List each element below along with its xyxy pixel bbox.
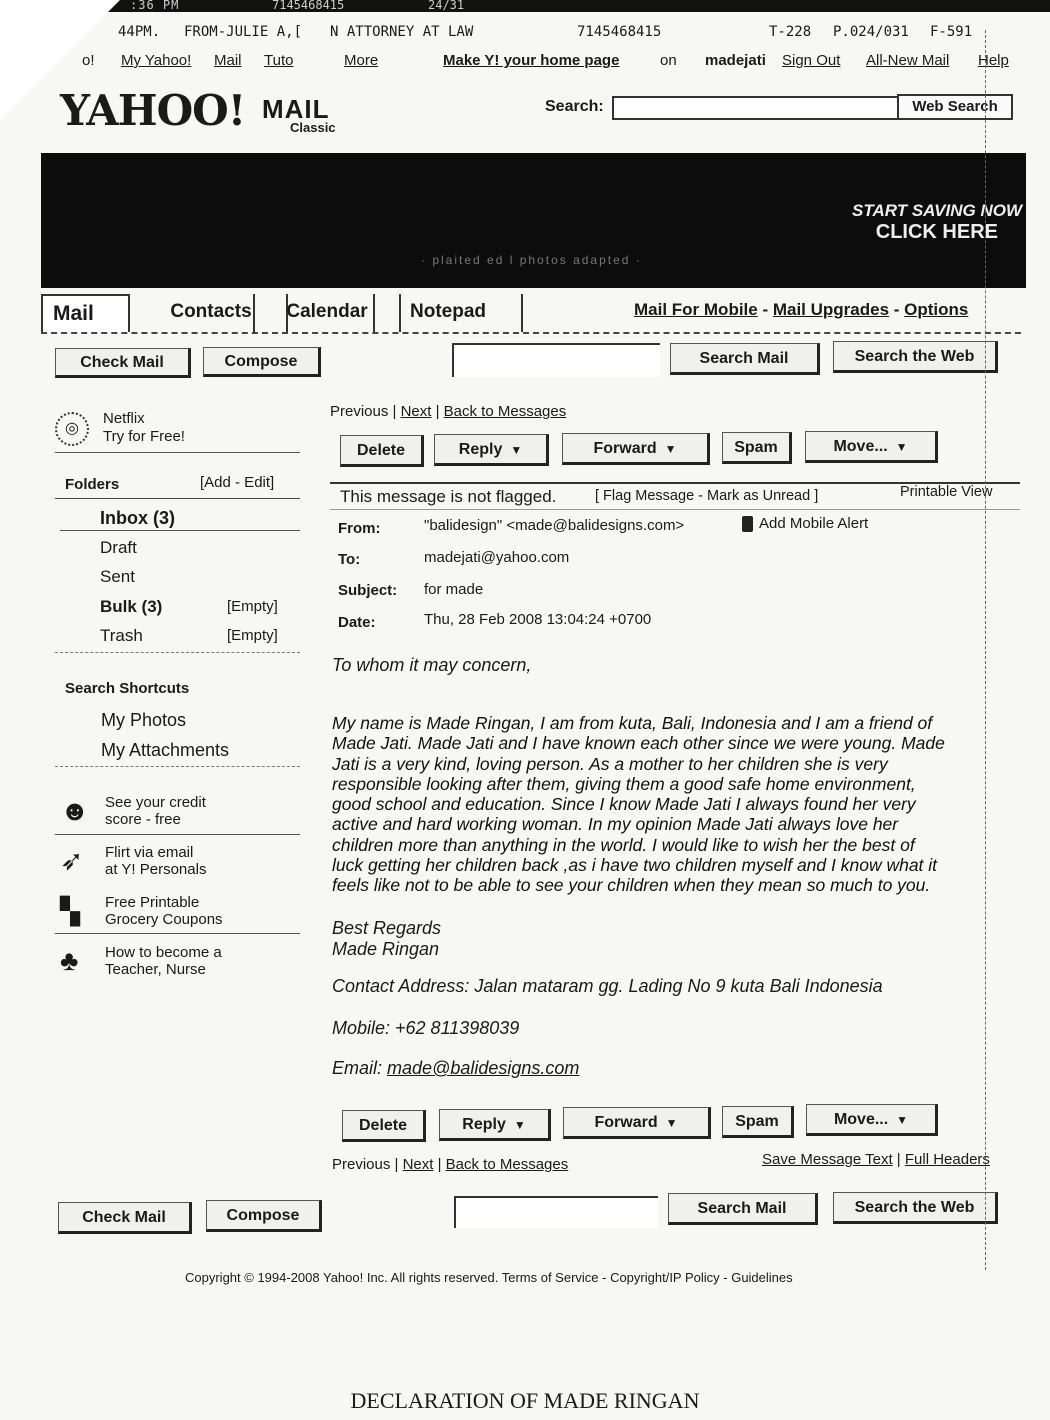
chevron-down-icon: ▼ — [510, 443, 523, 457]
declaration-caption: DECLARATION OF MADE RINGAN — [350, 1388, 700, 1413]
flag-bar — [330, 482, 1020, 510]
search-shortcuts-panel — [55, 676, 305, 766]
full-headers-link[interactable]: Full Headers — [904, 1151, 990, 1168]
promo-credit-line1: See your credit — [105, 794, 206, 811]
move-button[interactable] — [805, 431, 938, 463]
body-line: Jati is a very kind, loving person. As a mother to her children she is very — [332, 753, 888, 774]
mail-for-mobile-link[interactable]: Mail For Mobile — [634, 300, 758, 319]
check-mail-button[interactable]: Check Mail — [55, 348, 191, 378]
netflix-promo[interactable] — [55, 408, 305, 458]
message-nav-bottom — [332, 1156, 568, 1173]
logo-classic: Classic — [290, 120, 336, 135]
promo-coupons[interactable] — [105, 894, 223, 928]
chevron-down-icon: ▼ — [513, 1118, 526, 1132]
promo-coupons-line1: Free Printable — [105, 894, 200, 911]
shortcut-my-attachments[interactable]: My Attachments — [101, 740, 230, 760]
save-message-text-link[interactable]: Save Message Text — [762, 1151, 893, 1168]
spam-button[interactable]: Spam — [722, 432, 792, 464]
reply-label: Reply — [462, 1116, 506, 1133]
fax-office: N ATTORNEY AT LAW — [330, 24, 474, 40]
divider — [60, 530, 300, 531]
fax-top-number: 7145468415 — [272, 0, 345, 12]
netflix-subtitle: Try for Free! — [103, 428, 185, 445]
printable-view-link[interactable]: Printable View — [900, 484, 993, 500]
divider — [55, 652, 300, 653]
forward-label: Forward — [594, 1114, 658, 1131]
web-search-button[interactable]: Web Search — [897, 94, 1013, 120]
credit-score-icon: ☻ — [60, 795, 90, 826]
promo-credit-score[interactable] — [105, 794, 206, 828]
email-label: Email: — [332, 1058, 388, 1078]
fax-top-time: :36 PM — [130, 0, 180, 12]
forward-button-bottom[interactable] — [563, 1107, 711, 1139]
fax-fcode: F-591 — [930, 24, 973, 40]
body-line: good school and education. Since I know Made Jati I always found her very — [332, 794, 916, 815]
promo-personals[interactable] — [105, 844, 206, 878]
yahoo-top-nav — [0, 52, 1050, 74]
tab-calendar[interactable]: Calendar — [253, 294, 401, 332]
copyright-footer: Copyright © 1994-2008 Yahoo! Inc. All rights reserved. Terms of Service - Copyright/IP Policy - Guidelines — [185, 1270, 793, 1285]
banner-headline: START SAVING NOW — [852, 201, 1022, 220]
sign-out-link[interactable]: Sign Out — [782, 52, 841, 69]
tab-notepad[interactable]: Notepad — [373, 294, 523, 332]
empty-trash-link[interactable]: [Empty] — [227, 627, 278, 644]
tab-contacts[interactable]: Contacts — [136, 294, 288, 332]
subject-label: Subject: — [338, 582, 398, 599]
add-mobile-alert-link[interactable]: Add Mobile Alert — [759, 515, 869, 532]
body-greeting: To whom it may concern, — [332, 655, 532, 675]
tab-links — [634, 300, 968, 320]
all-new-mail-link[interactable]: All-New Mail — [866, 52, 950, 69]
fax-from: FROM-JULIE A,[ — [184, 24, 303, 40]
tuto-link[interactable]: Tuto — [264, 52, 294, 69]
chevron-down-icon: ▼ — [664, 442, 677, 456]
date-label: Date: — [338, 614, 376, 631]
mail-search-input-bottom[interactable] — [454, 1196, 658, 1228]
banner-cta[interactable]: CLICK HERE — [875, 221, 998, 243]
ad-banner[interactable] — [41, 153, 1026, 288]
yahoo-logo[interactable]: YAHOO! — [60, 86, 246, 135]
body-line: My name is Made Ringan, I am from kuta, Bali, Indonesia and I am a friend of — [332, 713, 933, 733]
previous-link[interactable]: Previous — [330, 403, 389, 420]
tab-links-sep-1: - — [757, 300, 773, 319]
username: madejati — [705, 52, 766, 69]
previous-link-bottom[interactable]: Previous — [332, 1156, 391, 1173]
flag-status: This message is not flagged. — [340, 487, 557, 506]
folder-sent[interactable]: Sent — [100, 567, 135, 586]
nav-sep: | — [431, 403, 444, 420]
from-label: From: — [338, 520, 381, 537]
mobile-phone-icon — [742, 516, 753, 532]
body-regards: Best Regards — [332, 918, 442, 938]
divider — [55, 766, 300, 767]
mail-search-input[interactable] — [452, 343, 660, 377]
forward-label: Forward — [593, 440, 657, 457]
body-email-line — [332, 1058, 579, 1079]
nav-sep: | — [390, 1156, 403, 1173]
search-mail-button-bottom[interactable]: Search Mail — [668, 1193, 818, 1225]
reply-button[interactable] — [434, 434, 549, 466]
folders-heading: Folders — [65, 476, 120, 493]
tab-mail[interactable]: Mail — [41, 294, 130, 332]
chevron-down-icon: ▼ — [895, 440, 908, 454]
compose-button-bottom[interactable]: Compose — [206, 1200, 322, 1232]
web-search-input[interactable] — [612, 96, 897, 120]
divider — [55, 834, 300, 835]
back-to-messages-link[interactable]: Back to Messages — [443, 403, 567, 420]
nav-sep: | — [388, 403, 401, 420]
promo-flirt-line2: at Y! Personals — [105, 861, 207, 878]
next-link[interactable]: Next — [400, 403, 432, 420]
message-text-links — [762, 1151, 990, 1168]
body-mobile: Mobile: +62 811398039 — [332, 1018, 520, 1038]
teacher-icon: ♣ — [60, 945, 79, 976]
homepage-link[interactable]: Make Y! your home page — [443, 52, 620, 69]
shortcut-my-photos[interactable]: My Photos — [101, 710, 187, 730]
mail-upgrades-link[interactable]: Mail Upgrades — [772, 300, 890, 319]
add-edit-folders-link[interactable]: [Add - Edit] — [200, 474, 275, 491]
fax-header — [0, 24, 1050, 46]
move-button-bottom[interactable] — [806, 1104, 938, 1136]
body-line: feels like not to be able to see your children when they mean so much to you. — [332, 875, 931, 896]
message-nav-top — [330, 403, 566, 420]
disc-icon: ◎ — [55, 412, 89, 446]
promo-teacher[interactable] — [105, 944, 222, 978]
body-line: luck getting her children back ,as i have two children myself and I know what it — [332, 855, 938, 876]
netflix-title: Netflix — [103, 410, 145, 427]
links-sep: | — [892, 1151, 905, 1168]
check-mail-button-bottom[interactable]: Check Mail — [58, 1202, 192, 1234]
search-shortcuts-heading: Search Shortcuts — [65, 680, 190, 697]
folder-bulk[interactable]: Bulk (3) — [100, 597, 163, 616]
help-link[interactable]: Help — [978, 52, 1009, 69]
move-label: Move... — [833, 1111, 889, 1128]
tab-links-sep-2: - — [889, 300, 905, 319]
tabs-underline — [41, 332, 1021, 334]
delete-button-bottom[interactable]: Delete — [342, 1110, 426, 1142]
compose-button[interactable]: Compose — [203, 347, 321, 377]
body-line: Made Jati. Made Jati and I have known each other since we were young. Made — [332, 733, 945, 754]
fax-top-strip — [0, 0, 1050, 12]
folder-draft[interactable]: Draft — [100, 538, 137, 557]
spam-button-bottom[interactable]: Spam — [722, 1106, 794, 1138]
body-line: active and hard working woman. In my opinion Made Jati always love her — [332, 814, 899, 835]
coupon-icon: ▚ — [60, 896, 80, 926]
divider — [55, 452, 300, 453]
folder-trash[interactable]: Trash — [100, 626, 143, 645]
body-paragraph — [332, 713, 1022, 896]
topnav-on: on — [660, 52, 677, 69]
folders-panel — [55, 470, 305, 660]
reply-label: Reply — [458, 441, 503, 458]
chevron-down-icon: ▼ — [896, 1113, 909, 1127]
promo-teacher-line1: How to become a — [105, 944, 222, 961]
yahoo-link-fragment[interactable]: o! — [82, 52, 95, 69]
fax-top-page: 24/31 — [428, 0, 465, 12]
delete-button[interactable]: Delete — [340, 435, 424, 467]
from-value: "balidesign" <made@balidesigns.com> — [424, 517, 685, 534]
promo-credit-line2: score - free — [105, 811, 181, 828]
search-mail-button[interactable]: Search Mail — [670, 343, 820, 375]
fax-tcode: T-228 — [769, 24, 812, 40]
promo-teacher-line2: Teacher, Nurse — [105, 961, 206, 978]
mail-link[interactable]: Mail — [214, 52, 242, 69]
search-web-button-bottom[interactable]: Search the Web — [833, 1192, 998, 1224]
fax-scan-line — [985, 30, 986, 1270]
reply-button-bottom[interactable] — [439, 1109, 551, 1141]
my-yahoo-link[interactable]: My Yahoo! — [121, 52, 192, 69]
next-link-bottom[interactable]: Next — [402, 1156, 434, 1173]
chevron-down-icon: ▼ — [665, 1116, 678, 1130]
fax-page: P.024/031 — [833, 24, 909, 40]
to-value: madejati@yahoo.com — [424, 549, 570, 566]
cupid-icon: ➶ — [60, 845, 84, 876]
flag-message-links[interactable]: [ Flag Message - Mark as Unread ] — [595, 488, 819, 504]
logo-mail: MAIL — [262, 94, 330, 124]
date-value: Thu, 28 Feb 2008 13:04:24 +0700 — [424, 611, 652, 628]
options-link[interactable]: Options — [904, 300, 969, 319]
body-line: children more than anything in the world. I would like to wish her the best of — [332, 834, 915, 855]
body-line: responsible looking after them, giving them a good safe home environment, — [332, 773, 916, 794]
move-label: Move... — [833, 438, 888, 455]
promo-flirt-line1: Flirt via email — [105, 844, 194, 861]
to-label: To: — [338, 551, 361, 568]
fax-time: 44PM. — [118, 24, 161, 40]
empty-bulk-link[interactable]: [Empty] — [227, 598, 278, 615]
divider — [55, 933, 300, 934]
search-web-button[interactable]: Search the Web — [833, 341, 998, 373]
body-signature-name: Made Ringan — [332, 939, 440, 959]
promo-coupons-line2: Grocery Coupons — [105, 911, 223, 928]
divider — [55, 498, 300, 499]
body-address: Contact Address: Jalan mataram gg. Lading No 9 kuta Bali Indonesia — [332, 976, 883, 996]
fax-phone: 7145468415 — [577, 24, 662, 40]
subject-value: for made — [424, 581, 484, 598]
back-to-messages-link-bottom[interactable]: Back to Messages — [445, 1156, 569, 1173]
email-link[interactable]: made@balidesigns.com — [387, 1058, 580, 1078]
nav-sep: | — [433, 1156, 446, 1173]
banner-faint-text: · plaited ed l photos adapted · — [421, 253, 642, 267]
more-link[interactable]: More — [344, 52, 379, 69]
forward-button[interactable] — [562, 433, 710, 465]
folder-inbox[interactable]: Inbox (3) — [100, 508, 175, 528]
web-search-label: Search: — [545, 98, 604, 115]
